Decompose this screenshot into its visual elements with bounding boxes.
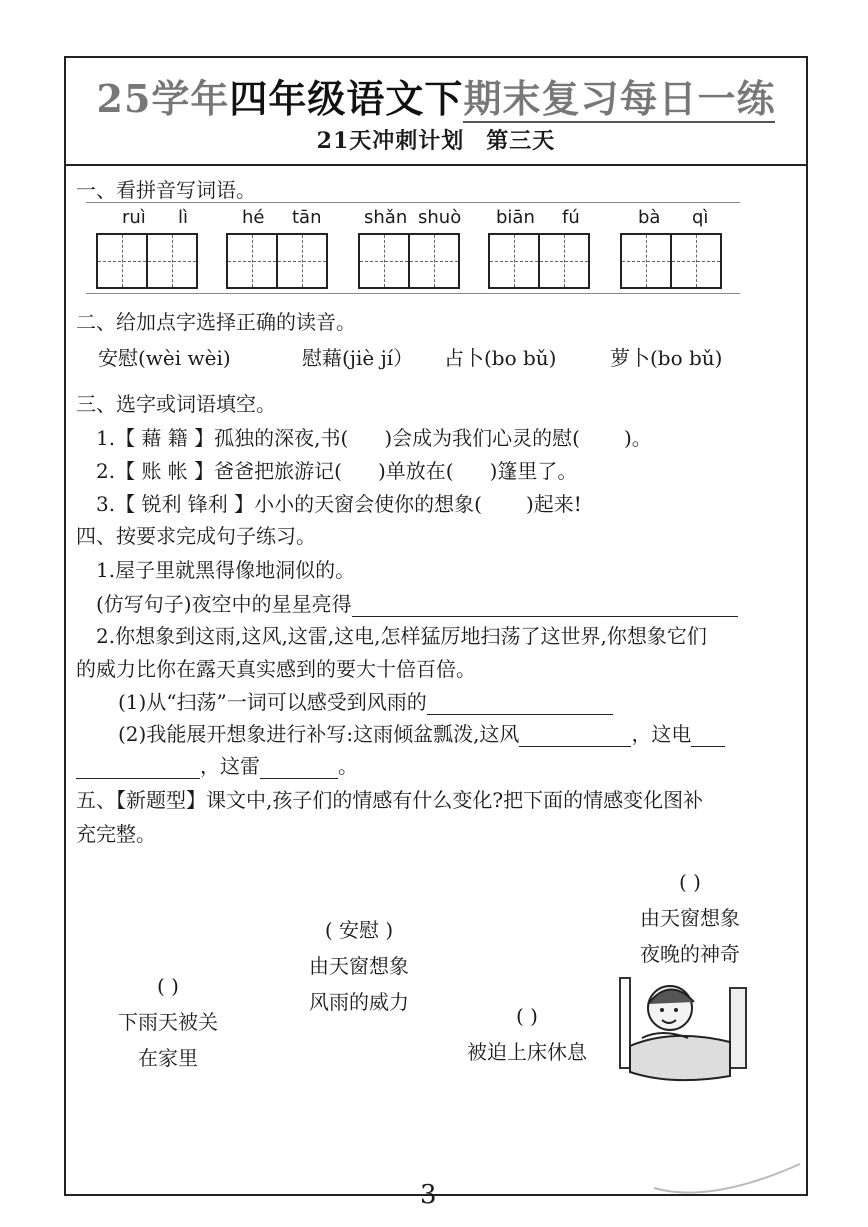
pinyin-syllable: shuò bbox=[418, 207, 462, 228]
answer-blank[interactable] bbox=[352, 596, 738, 617]
page-number: 3 bbox=[420, 1180, 437, 1210]
subtitle-plan: 21天冲刺计划 bbox=[316, 128, 465, 154]
subtitle-day: 第三天 bbox=[486, 128, 556, 154]
answer-blank[interactable] bbox=[260, 758, 338, 779]
emotion-blank[interactable]: ( ) bbox=[679, 870, 701, 894]
sentence-1: 1.屋子里就黑得像地洞似的。 bbox=[96, 558, 356, 582]
title-year: 25学年 bbox=[96, 76, 230, 121]
child-in-bed-illustration bbox=[612, 968, 752, 1088]
pinyin-syllable: fú bbox=[562, 207, 580, 228]
reading-choice[interactable]: 安慰(wèi wèi) bbox=[98, 346, 231, 370]
fill-question-1: 1.【 藉 籍 】孤独的深夜,书( )会成为我们心灵的慰( )。 bbox=[96, 426, 652, 450]
reading-choice[interactable]: 慰藉(jiè jí） bbox=[302, 346, 414, 370]
answer-blank[interactable] bbox=[76, 758, 200, 779]
pinyin-syllable: ruì bbox=[122, 207, 146, 228]
emotion-event: 由天窗想象 bbox=[640, 906, 740, 930]
emotion-event: 被迫上床休息 bbox=[467, 1040, 587, 1064]
fill-question-2: 2.【 账 帐 】爸爸把旅游记( )单放在( )篷里了。 bbox=[96, 459, 578, 483]
pinyin-syllable: tān bbox=[292, 207, 322, 228]
pinyin-syllable: qì bbox=[692, 207, 709, 228]
page-subtitle bbox=[64, 124, 808, 155]
writing-grid[interactable] bbox=[358, 233, 460, 289]
sentence-2-line2: 的威力比你在露天真实感到的要大十倍百倍。 bbox=[76, 657, 476, 681]
pinyin-syllable: hé bbox=[242, 207, 265, 228]
section5-heading-cont: 充完整。 bbox=[76, 822, 156, 846]
reading-choice[interactable]: 萝卜(bo bǔ) bbox=[610, 346, 723, 370]
emotion-node bbox=[108, 968, 228, 1076]
fill-question-3: 3.【 锐利 锋利 】小小的天窗会使你的想象( )起来! bbox=[96, 492, 582, 516]
question-4-2-2-cont: ，这雷 。 bbox=[76, 750, 358, 779]
emotion-node bbox=[630, 864, 750, 972]
pinyin-syllable: bà bbox=[638, 207, 661, 228]
emotion-event: 由天窗想象 bbox=[309, 954, 409, 978]
emotion-node bbox=[452, 998, 602, 1070]
page-title bbox=[64, 68, 808, 123]
pinyin-syllable: lì bbox=[178, 207, 189, 228]
section4-heading: 四、按要求完成句子练习。 bbox=[76, 524, 316, 548]
answer-blank[interactable] bbox=[519, 726, 631, 747]
writing-grid[interactable] bbox=[620, 233, 722, 289]
emotion-blank[interactable]: ( ) bbox=[157, 974, 179, 998]
reading-choice[interactable]: 占卜(bo bǔ) bbox=[444, 346, 557, 370]
emotion-label: ( 安慰 ) bbox=[324, 918, 394, 942]
answer-blank[interactable] bbox=[691, 726, 725, 747]
section5-heading: 五、【新题型】课文中,孩子们的情感有什么变化?把下面的情感变化图补 bbox=[76, 788, 704, 812]
question-4-2-1: (1)从“扫荡”一词可以感受到风雨的 bbox=[118, 686, 613, 715]
section2-heading: 二、给加点字选择正确的读音。 bbox=[76, 310, 356, 334]
page-curl-decoration bbox=[650, 1160, 810, 1200]
emotion-blank[interactable]: ( ) bbox=[516, 1004, 538, 1028]
imitate-sentence: (仿写句子)夜空中的星星亮得 bbox=[96, 588, 738, 617]
emotion-event: 下雨天被关 bbox=[118, 1010, 218, 1034]
emotion-node bbox=[294, 912, 424, 1020]
emotion-event: 夜晚的神奇 bbox=[640, 942, 740, 966]
question-4-2-2: (2)我能展开想象进行补写:这雨倾盆瓢泼,这风 ，这电 bbox=[118, 718, 725, 747]
pinyin-syllable: biān bbox=[496, 207, 535, 228]
page-header bbox=[64, 56, 808, 166]
writing-grid[interactable] bbox=[488, 233, 590, 289]
section3-heading: 三、选字或词语填空。 bbox=[76, 392, 276, 416]
writing-grid[interactable] bbox=[226, 233, 328, 289]
answer-blank[interactable] bbox=[427, 694, 613, 715]
section1-heading: 一、看拼音写词语。 bbox=[76, 178, 256, 202]
sentence-2-line1: 2.你想象到这雨,这风,这雷,这电,怎样猛厉地扫荡了这世界,你想象它们 bbox=[96, 624, 707, 648]
pinyin-syllable: shǎn bbox=[364, 207, 408, 228]
emotion-event: 在家里 bbox=[138, 1046, 198, 1070]
title-grade: 四年级语文下 bbox=[229, 76, 464, 121]
title-practice: 期末复习每日一练 bbox=[463, 76, 776, 121]
pinyin-writing-area bbox=[86, 202, 740, 294]
writing-grid[interactable] bbox=[96, 233, 198, 289]
emotion-event: 风雨的威力 bbox=[309, 990, 409, 1014]
